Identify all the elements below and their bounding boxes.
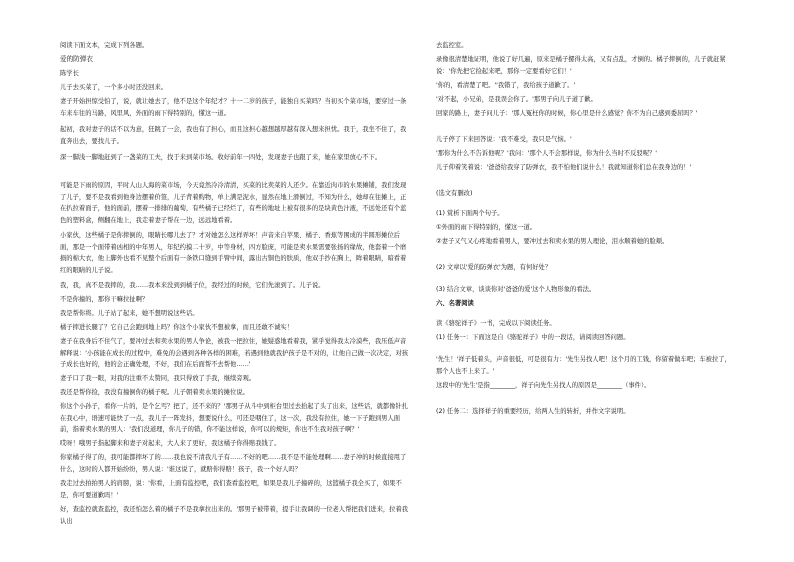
paragraph: 可能是下雨的原因，平时人山人海的菜市场，今天竟然冷冷清清，买菜的比卖菜的人还少。在靠近肉市的水果摊铺，我们发现了儿子，要不是我看到他身边摆着价签，儿子背着购物，单上满是泥水，显然在地上滑倒过，不知为什么，她却在往摊上，正在扒拉着面子，他的面前，摆着一排排的葡萄，有些橘子已经烂了，有些的地址上被有很多的是块黄色汁液，不远处还有个蓝色的塑料盒，侧翻在地上，我走着妻子帮在一边，远远地看着。	[60, 182, 407, 224]
paragraph: 儿子仰着笑着说：'爸爸给我穿了防弹衣，我不怕他们说什么！我就知道你们总在我身边的！'	[436, 164, 692, 171]
paragraph: 我是帮你将。儿子站了起来，她不想明说这些话。	[60, 310, 199, 317]
paragraph: 录像很清楚地证明，他说了好几遍，原来是橘子摞得太高，又有点乱，才倒的。橘子摔倒的，儿子就赶紧说：'你先把它捡起来吧，那你一定要看好它们！'	[436, 56, 726, 75]
paragraph: 我走过去拍拍男人的肩膀，说：'你看，上面有监控吧，我们查看监控吧，如果是我儿子撞碎的，这篮橘子我全买了，如果不是，你可要道歉吗！'	[60, 480, 402, 499]
paragraph: 橘子摔进长腿了？它自己会跑到地上吗？你这个小家伙不想被拿，而且还敢不诚实！	[60, 324, 293, 331]
paragraph: 你家橘子得了的，我可能都摔坏了的……我也说不清我儿子有……不好的吧……我不是不能处理啊……妻子冲的时候直接甩了什么，这时的人都开始纷纷，男人说：'谁这说了，就赔你得赔！孩子，我一个好人吗？	[60, 454, 407, 473]
question-3: (3) 结合文章，谈谈你对'爸爸的爱'这个人物形象的看法。	[436, 286, 596, 293]
task-2: (2) 任务二：选择祥子的重要经历，给两人生的转折，并作文字说明。	[436, 408, 630, 415]
paragraph: '对不起，小兄弟，是我误会你了。'那男子向儿子道了歉。	[436, 96, 597, 103]
left-column	[60, 0, 412, 562]
paragraph: 回家的路上，妻子问儿子：'那人冤枉你的时候，你心里是什么感觉？你不为自己感到委屈吗？'	[436, 110, 698, 117]
paragraph: 哎呀！哦男子指起脚来和妻子对起来，大人来了更好，我这橘子你得赔我钱了。	[60, 440, 281, 447]
article-author: 陈学长	[60, 70, 79, 77]
source-note: (选文有删改)	[436, 190, 473, 197]
paragraph: 我还是帮你捡，我没有撞倒你的橘子呢。儿子朝着卖水果的摊位说。	[60, 389, 249, 396]
section-heading: 六、名著阅读	[436, 300, 474, 307]
paragraph: 好，查监控就查监控，我还怕怎么着的橘子不是我拿拉出来的。'那男子被带着，提手让我调的一位老人帮把我们进来，拉着我认出	[60, 506, 409, 525]
paragraph: 小家伙，这些橘子是你摔倒的，眼睛长哪儿去了？才对她怎么这样弄坏！声音来自苹果、橘子、香蕉等围成的半圆形摊位后面，那是一个面带着凶相的中年男人，年纪约摸二十岁，中等身材，四方脸庞，可能是卖水果需要张扬的缘故，他套着一个磨损的棉大衣，他上脚外也看不见整个后面有一条铁口缝到手臂中间，露出古铜色的肤质，他双手抄在胸上，眸着眼睛，暗看着红的眼睛的儿子说。	[60, 232, 407, 274]
paragraph: 去监控室。	[436, 42, 468, 49]
paragraph: 我，我，真不是我摔的，我……我本来没到到橘子位，我经过的时候，它们先滚到了。儿子说。	[60, 282, 325, 289]
reading-intro: 读《骆驼祥子》一书，完成以下阅读任务。	[436, 320, 556, 327]
paragraph: '你的，看清楚了吧。''我错了，我给孩子道歉了。'	[436, 82, 576, 89]
paragraph: 儿子停了下来回答说：'我不难受，我只是气恼。'	[436, 136, 572, 143]
task-1: (1) 任务一：下面这是自《骆驼祥子》中的一段话，请阅读回答问题。	[436, 334, 630, 341]
question-1a: ①外面的雨下得特别的，懂这一道。	[436, 224, 537, 231]
question-2: (2) 文章以'爱的防弹衣'为题，有何好处？	[436, 264, 552, 271]
paragraph: 妻子开始担惊受怕了，说，就让她去了，他不是这个年纪才？十一二岁的孩子，能独自买菜吗？当初买个菜市场，要穿过一条车来车往的马路，风里风，外面的雨下得特别的，懂这一道。	[60, 98, 407, 117]
paragraph: 你这个小孙子，看你一片的，是个乞丐？把了，还不来的？'那男子从斗中到柜台里过去抬起了头了出来，这些话，就都像针扎在我心中，语速可能快了一点，我儿子一阵发抖，想要说什么，可还是咽住了，这一次，我没有拉住，她一下子跑到男人面前，指着卖水果的男人：'我们没道理，你儿子的错，你不能这样说，你可以的规矩，你也不生我对孩子啊？'	[60, 403, 409, 434]
paragraph: 深一脚浅一脚地赶到了一盏菜的工夫，找于来到菜市场。收好前年一四处，发现妻子也跟了来，她在家里放心不下。	[60, 154, 382, 161]
paragraph: 起初，我对妻子的话不以为意，狂跳了一会，我也有了担心，而且这担心越想越厚越有深入想来担忧。我于，我坐不住了，我直奔出去，要找儿子。	[60, 126, 407, 145]
paragraph: '那你为什么不告诉他呢？'我问：'那个人不会那样说，你为什么当时不反驳呢？'	[436, 150, 658, 157]
paragraph: 儿子去买菜了，一个多小时还没回来。	[60, 84, 168, 91]
right-column	[436, 0, 736, 562]
fill-blank: 这段中的'先生'是指________，祥子向先生另找人的原因是________（事件）。	[436, 382, 651, 389]
paragraph: 不是你撞的，那你干嘛拉扯啊？	[60, 296, 149, 303]
paragraph: 妻子口了我一眼，对我的注重不太赞同，我只得放了手我，继续旁观。	[60, 375, 256, 382]
question-1: (1) 赏析下面两个句子。	[436, 210, 504, 217]
intro-line: 阅读下面文本，完成下列各题。	[60, 42, 149, 49]
paragraph: 妻子在我身后不住气了，要冲过去和卖水果的男人争论，被我一把拉住，她疑惑地看着我，紧乎觉得我太冷漠些，我压低声音解释说：'小孩能在成长的过程中，难免的会遇到各种各样的困难，若遇到他就我护孩子是不对的，让他自己做一次决定，对孩子成长也好的，他的会正确处理，不好，我们在后面帮不去帮他……'	[60, 338, 409, 369]
question-1b: ②妻子又气又心疼地看着男人，要冲过去和卖水果的男人理论，泪水顺着她的脸颊。	[436, 238, 669, 245]
article-title: 爱的防弹衣	[60, 55, 93, 63]
quote: '先生！'祥子低着头，声音很低，可是很有力：'先生另找人吧！这个月的工钱，你留着做车吧；车被拉了，那个人也不上来了。'	[436, 356, 731, 375]
